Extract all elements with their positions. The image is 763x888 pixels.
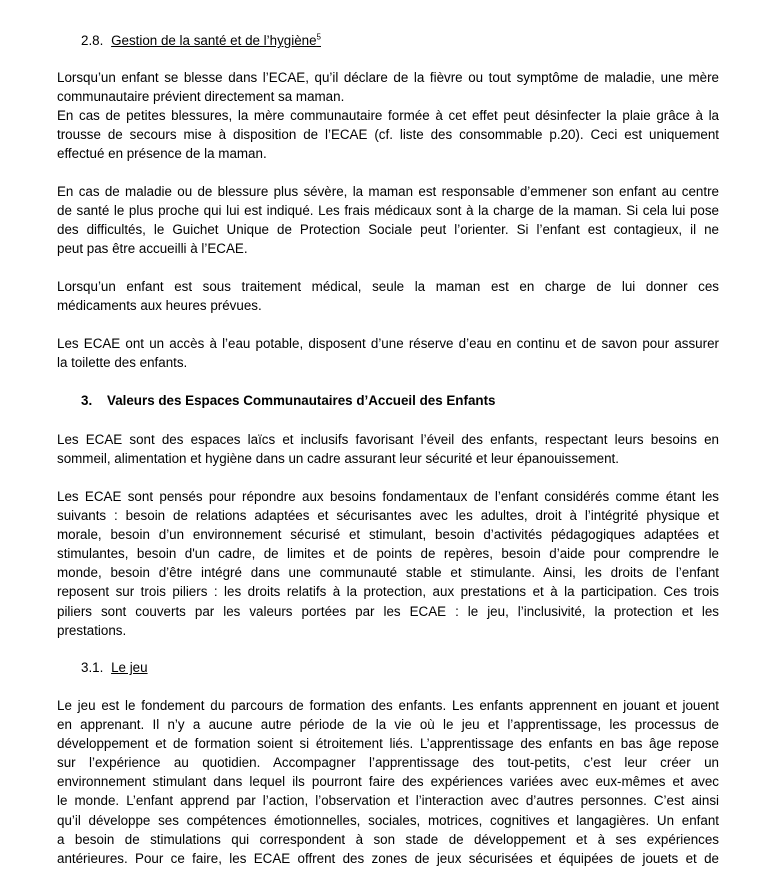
text-line: En cas de maladie ou de blessure plus sévère, la maman est responsable d’emmener son enfant au centre xyxy=(57,184,719,199)
section-2-8-number: 2.8. xyxy=(81,33,104,48)
text-line: développement et de formation soient si étroitement liés. L’apprentissage des enfants en bas âge repose xyxy=(57,736,719,752)
section-2-8-heading xyxy=(81,31,321,50)
text-line: la toilette des enfants. xyxy=(57,355,188,371)
text-line: des difficultés, le Guichet Unique de Protection Sociale peut l’orienter. Si l’enfant est contagieux, il ne xyxy=(57,222,719,238)
paragraph-health-1 xyxy=(57,68,719,163)
text-line: En cas de petites blessures, la mère communautaire formée à cet effet peut désinfecter la plaie grâce à la xyxy=(57,108,719,124)
paragraph-health-4 xyxy=(57,334,719,372)
text-line: suivants : besoin de relations adaptées et sécurisantes avec les adultes, droit à l’intégrité physique et xyxy=(57,508,719,524)
text-line: Lorsqu’un enfant est sous traitement médical, seule la maman est en charge de lui donner ces xyxy=(57,279,719,294)
text-line: Lorsqu’un enfant se blesse dans l’ECAE, qu’il déclare de la fièvre ou tout symptôme de maladie, une mère xyxy=(57,70,719,85)
text-line: Le jeu est le fondement du parcours de formation des enfants. Les enfants apprennent en jouant et jouent xyxy=(57,698,719,713)
text-line: médicaments aux heures prévues. xyxy=(57,298,262,314)
text-line: sur l’expérience au quotidien. Accompagner l’apprentissage des tout-petits, c’est leur créer un xyxy=(57,755,719,771)
section-3-title: Valeurs des Espaces Communautaires d’Accueil des Enfants xyxy=(107,393,496,408)
footnote-marker: 5 xyxy=(316,32,321,42)
section-2-8-title xyxy=(111,33,321,48)
section-3-heading xyxy=(81,391,495,410)
text-line: qu’il développe ses compétences émotionnelles, sociales, motrices, cognitives et langagières. Un enfant xyxy=(57,812,719,828)
paragraph-values-1 xyxy=(57,430,719,468)
text-line: antérieures. Pour ce faire, les ECAE offrent des zones de jeux sécurisées et équipées de jouets et de xyxy=(57,850,719,866)
paragraph-values-2 xyxy=(57,487,719,640)
text-line: sommeil, alimentation et hygiène dans un cadre assurant leur sécurité et leur épanouissement. xyxy=(57,451,619,467)
section-2-8-title-text: Gestion de la santé et de l’hygiène xyxy=(111,33,317,48)
text-line: trousse de secours mise à disposition de l’ECAE (cf. liste des consommable p.20). Ceci est uniquement xyxy=(57,127,719,143)
section-3-1-heading xyxy=(81,658,148,677)
paragraph-health-3 xyxy=(57,277,719,315)
text-line: communautaire prévient directement sa maman. xyxy=(57,89,345,105)
section-3-number: 3. xyxy=(81,393,93,408)
text-line: stimulantes, besoin d'un cadre, de limites et de points de repères, besoin d’aide pour comprendre le xyxy=(57,546,719,562)
text-line: Les ECAE sont pensés pour répondre aux besoins fondamentaux de l’enfant considérés comme étant les xyxy=(57,489,719,504)
text-line: en apprenant. Il n’y a aucune autre période de la vie où le jeu et l’apprentissage, les processus de xyxy=(57,717,719,733)
text-line: environnement stimulant dans lequel ils pourront faire des expériences variées avec eux-mêmes et avec xyxy=(57,774,719,790)
text-line: a besoin de stimulations qui correspondent à son stade de développement et à ses expériences xyxy=(57,831,719,847)
section-3-1-title: Le jeu xyxy=(111,660,148,675)
paragraph-health-2 xyxy=(57,182,719,258)
text-line: Les ECAE ont un accès à l’eau potable, disposent d’une réserve d’eau en continu et de savon pour assurer xyxy=(57,336,719,351)
text-line: morale, besoin d’un environnement sécurisé et stimulant, besoin d’activités pédagogiques adaptées et xyxy=(57,527,719,543)
text-line: monde, besoin d’être intégré dans une communauté stable et stimulante. Ainsi, les droits de l’enfant xyxy=(57,565,719,581)
paragraph-jeu xyxy=(57,696,719,868)
text-line: Les ECAE sont des espaces laïcs et inclusifs favorisant l’éveil des enfants, respectant leurs besoins en xyxy=(57,432,719,447)
text-line: peut pas être accueilli à l’ECAE. xyxy=(57,241,248,257)
section-3-1-number: 3.1. xyxy=(81,660,104,675)
text-line: le monde. L’enfant apprend par l’action, l’observation et l’interaction avec d’autres personnes. C’est ainsi xyxy=(57,793,719,809)
text-line: piliers sont couverts par les valeurs portées par les ECAE : le jeu, l’inclusivité, la protection et les xyxy=(57,603,719,619)
text-line: reposent sur trois piliers : les droits relatifs à la protection, aux prestations et à la participation. Ces trois xyxy=(57,584,719,600)
text-line: de santé le plus proche qui lui est indiqué. Les frais médicaux sont à la charge de la maman. Si cela lui pose xyxy=(57,203,719,219)
text-line: prestations. xyxy=(57,622,127,638)
text-line: effectué en présence de la maman. xyxy=(57,146,267,162)
